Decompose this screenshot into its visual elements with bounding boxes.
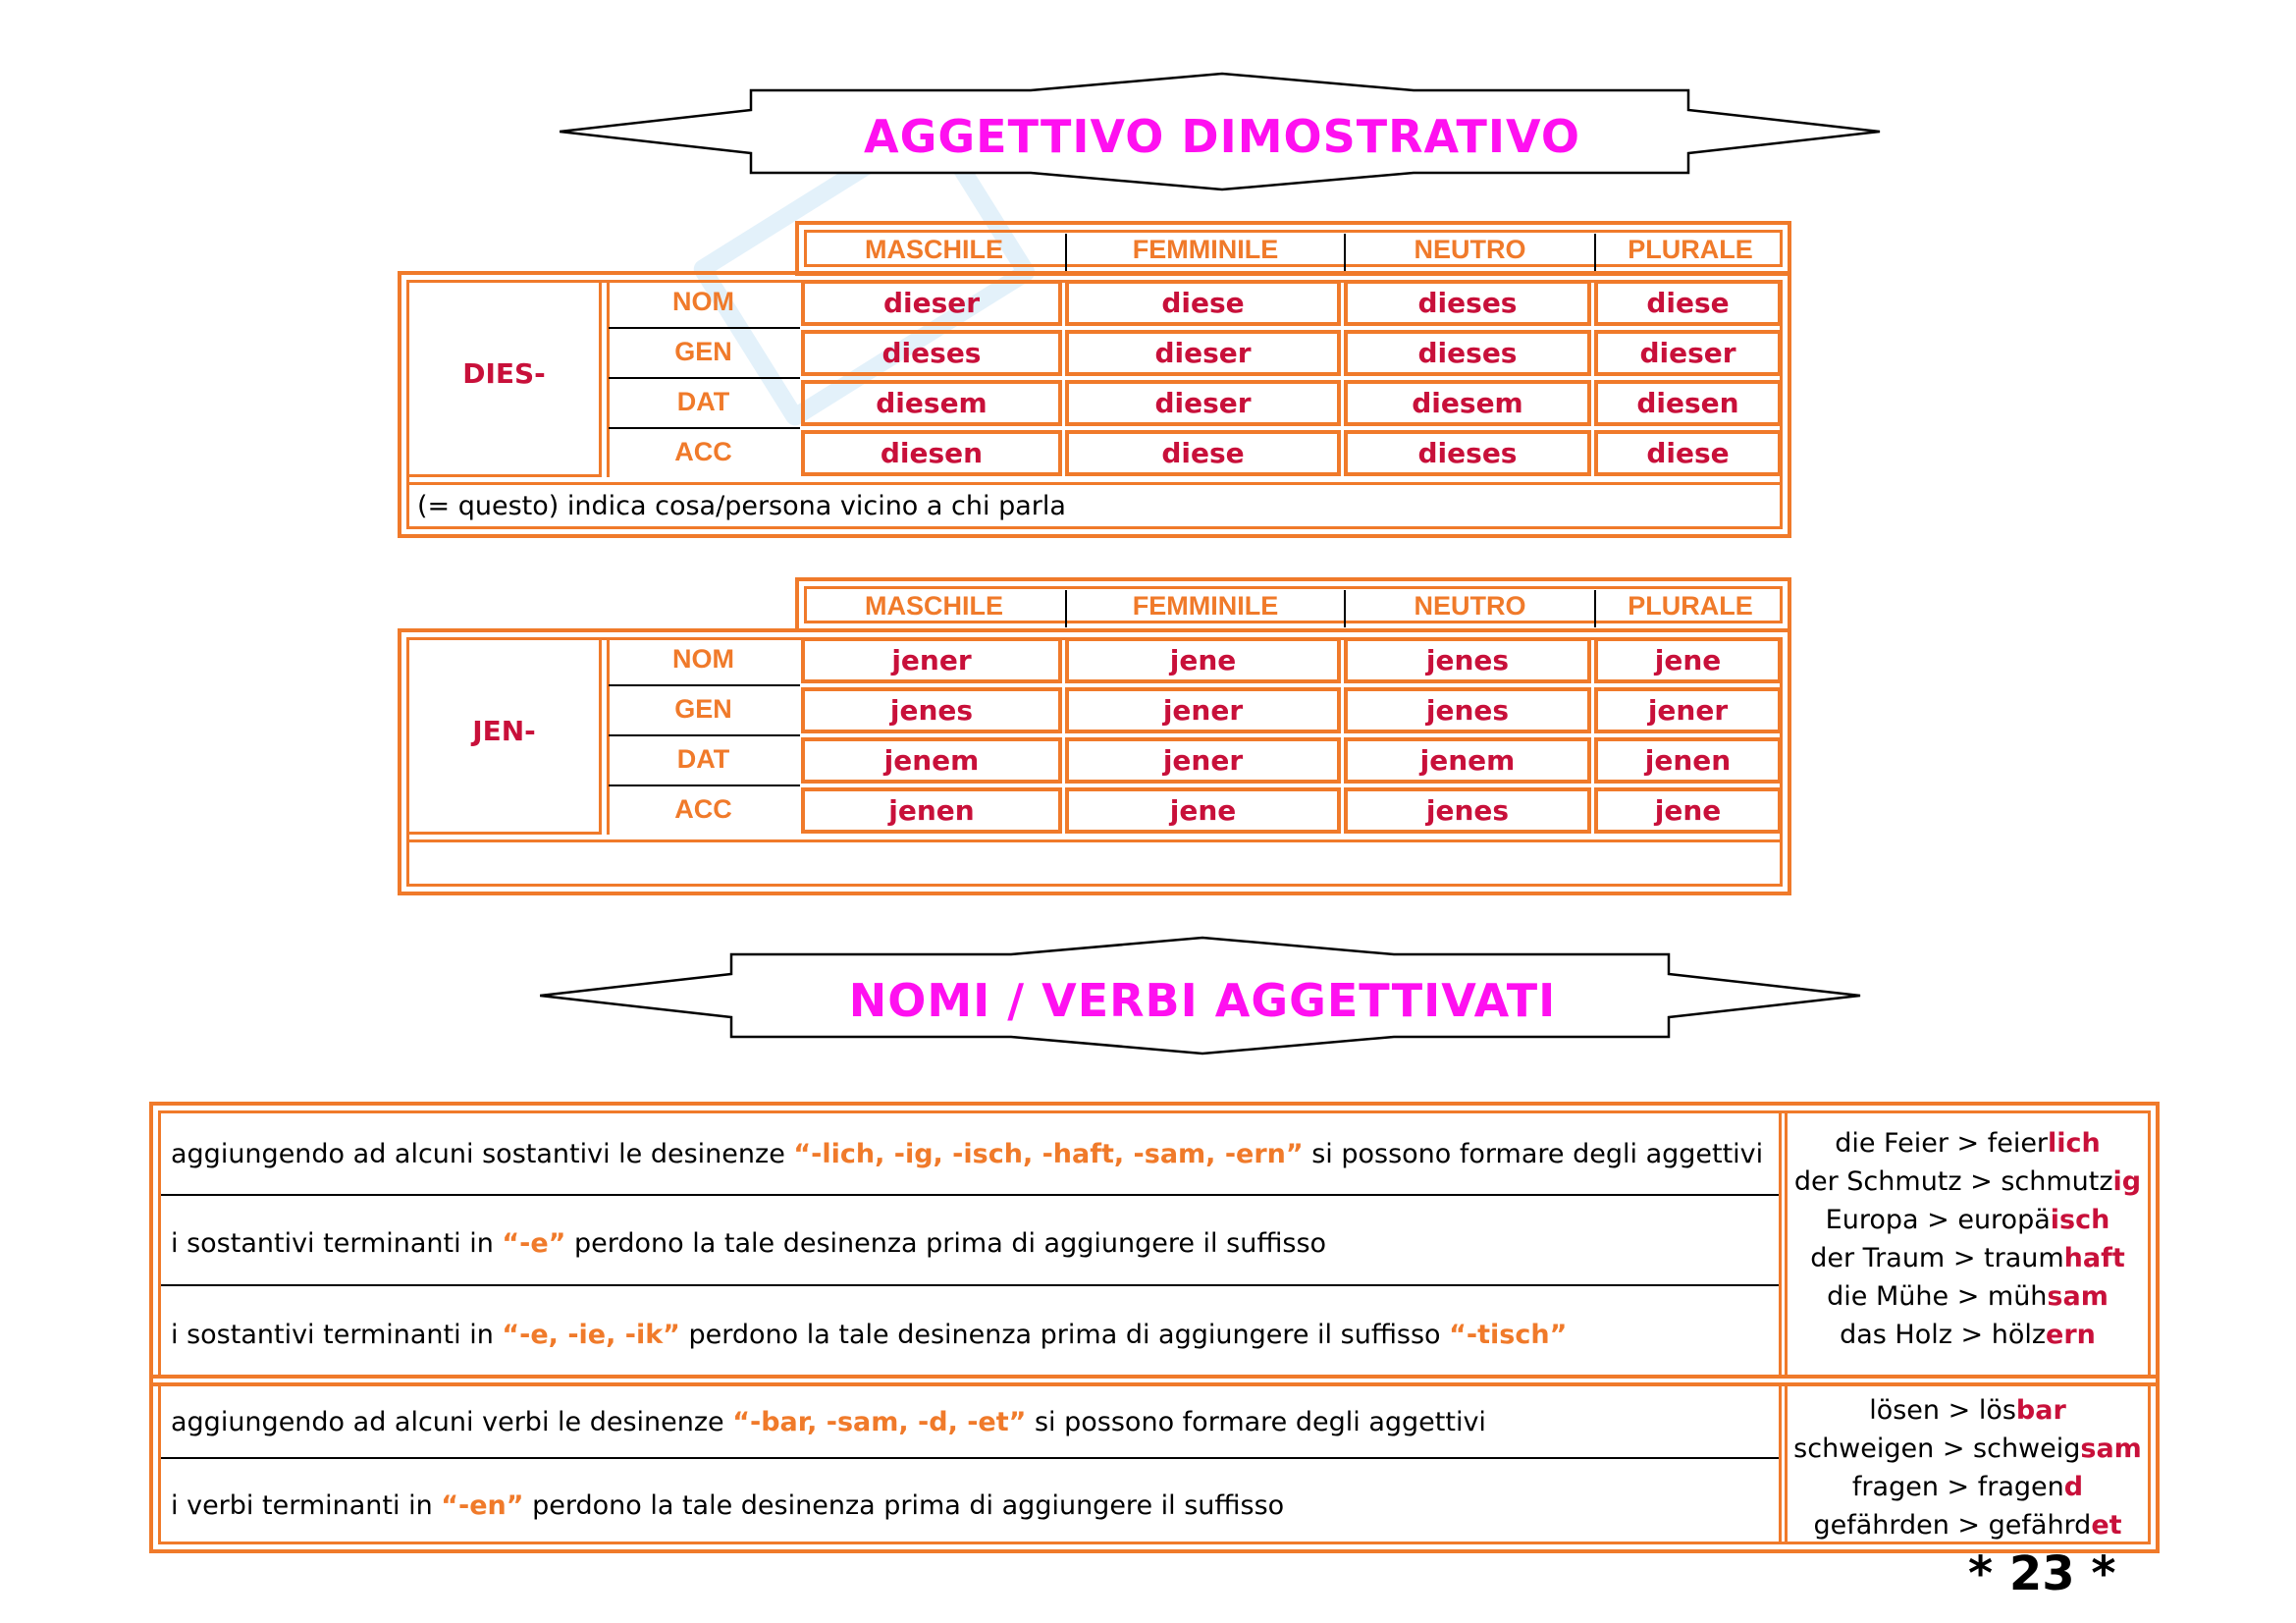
case-divider — [609, 427, 800, 429]
column-separator — [1594, 590, 1596, 627]
table2-note-row — [406, 839, 1783, 887]
cell-value: dieser — [882, 287, 981, 319]
column-separator — [1344, 590, 1346, 627]
case-label: NOM — [672, 644, 734, 674]
example-item: die Mühe > mühsam — [1827, 1281, 2109, 1312]
case-divider — [609, 327, 800, 329]
example-item: der Traum > traumhaft — [1810, 1243, 2125, 1273]
example-item: gefährden > gefährdet — [1813, 1510, 2122, 1541]
cell-value: dieses — [881, 337, 982, 369]
column-separator — [1065, 234, 1067, 271]
cell-value: dieses — [1417, 337, 1518, 369]
verbs-rule-2: i verbi terminanti in “-en” perdono la tale desinenza prima di aggiungere il suffisso — [171, 1490, 1285, 1521]
nouns-rule-1: aggiungendo ad alcuni sostantivi le desinenze “-lich, -ig, -isch, -haft, -sam, -ern” si possono formare degli aggettivi — [171, 1139, 1764, 1169]
column-header: PLURALE — [1628, 591, 1753, 621]
table-cell — [1344, 380, 1591, 426]
column-header: MASCHILE — [865, 591, 1003, 621]
cell-value: dieser — [1154, 337, 1252, 369]
cell-value: diesen — [880, 437, 984, 469]
cell-value: jenen — [888, 794, 975, 827]
cell-value: jene — [1654, 644, 1722, 676]
cell-value: jenem — [883, 744, 980, 777]
table-cell — [1344, 330, 1591, 376]
page-number: * 23 * — [1968, 1546, 2116, 1601]
table-cell — [1065, 280, 1341, 326]
example-item: der Schmutz > schmutzig — [1793, 1166, 2142, 1197]
cell-value: jenes — [1425, 644, 1510, 676]
cell-value: jene — [1169, 794, 1237, 827]
table-cell — [1065, 737, 1341, 784]
cell-value: diese — [1161, 287, 1245, 319]
verbs-divider-1 — [161, 1457, 1779, 1459]
table-cell — [1344, 687, 1591, 733]
table-cell — [801, 330, 1062, 376]
column-separator — [1065, 590, 1067, 627]
cell-value: diese — [1646, 437, 1730, 469]
case-label: ACC — [674, 437, 732, 466]
case-divider — [609, 784, 800, 786]
title-banner-middle — [540, 935, 1865, 1056]
table-cell — [1065, 430, 1341, 476]
table-cell — [1594, 380, 1782, 426]
column-header: MASCHILE — [865, 235, 1003, 264]
example-item: fragen > fragend — [1851, 1472, 2084, 1502]
case-divider — [609, 377, 800, 379]
example-item: Europa > europäisch — [1825, 1205, 2110, 1235]
cell-value: diese — [1646, 287, 1730, 319]
table-cell — [1065, 380, 1341, 426]
verbs-rule-1: aggiungendo ad alcuni verbi le desinenze “-bar, -sam, -d, -et” si possono formare degli aggettivi — [171, 1407, 1486, 1437]
cell-value: dieser — [1154, 387, 1252, 419]
column-separator — [1344, 234, 1346, 271]
case-label: GEN — [674, 337, 732, 366]
table-cell — [1065, 687, 1341, 733]
column-header: PLURALE — [1628, 235, 1753, 264]
table-cell — [801, 787, 1062, 834]
case-label: ACC — [674, 794, 732, 824]
cell-value: jener — [1162, 744, 1244, 777]
cell-value: jene — [1654, 794, 1722, 827]
table-cell — [1594, 280, 1782, 326]
cell-value: jenen — [1644, 744, 1732, 777]
cell-value: diese — [1161, 437, 1245, 469]
cell-value: jenes — [1425, 694, 1510, 727]
case-label: NOM — [672, 287, 734, 316]
nouns-rule-3: i sostantivi terminanti in “-e, -ie, -ik” perdono la tale desinenza prima di aggiungere il suffisso “-tisch” — [171, 1320, 1568, 1350]
cell-value: dieses — [1417, 287, 1518, 319]
column-header: FEMMINILE — [1132, 235, 1279, 264]
table-cell — [1594, 637, 1782, 683]
table-cell — [1065, 787, 1341, 834]
table-cell — [1594, 787, 1782, 834]
table1-note: (= questo) indica cosa/persona vicino a chi parla — [417, 491, 1066, 521]
table-cell — [801, 687, 1062, 733]
case-label: DAT — [676, 387, 730, 416]
table-cell — [801, 637, 1062, 683]
column-header: FEMMINILE — [1132, 591, 1279, 621]
table-cell — [1065, 637, 1341, 683]
table-cell — [1344, 280, 1591, 326]
table-cell — [1594, 737, 1782, 784]
nouns-divider-2 — [161, 1284, 1779, 1286]
verbs-examples — [1785, 1391, 2151, 1544]
case-divider — [609, 734, 800, 736]
cell-value: jener — [891, 644, 972, 676]
column-header: NEUTRO — [1414, 235, 1526, 264]
table-cell — [1594, 330, 1782, 376]
nouns-examples — [1785, 1124, 2151, 1354]
example-item: das Holz > hölzern — [1840, 1320, 2096, 1350]
title-banner-top — [560, 71, 1885, 192]
section-title: NOMI / VERBI AGGETTIVATI — [848, 974, 1557, 1027]
cell-value: diesen — [1636, 387, 1739, 419]
table-cell — [1344, 430, 1591, 476]
cell-value: diesem — [876, 387, 988, 419]
cell-value: diesem — [1412, 387, 1523, 419]
cell-value: jenes — [1425, 794, 1510, 827]
table-cell — [801, 280, 1062, 326]
nouns-divider-1 — [161, 1194, 1779, 1196]
table-cell — [1594, 430, 1782, 476]
case-divider — [609, 684, 800, 686]
example-item: schweigen > schweigsam — [1793, 1434, 2142, 1464]
table-cell — [801, 737, 1062, 784]
column-separator — [1594, 234, 1596, 271]
table-cell — [1065, 330, 1341, 376]
table-cell — [1344, 637, 1591, 683]
example-item: die Feier > feierlich — [1835, 1128, 2101, 1159]
page-title: AGGETTIVO DIMOSTRATIVO — [864, 110, 1580, 163]
cell-value: jene — [1169, 644, 1237, 676]
example-item: lösen > lösbar — [1869, 1395, 2066, 1426]
table2-stem: JEN- — [472, 715, 536, 747]
cell-value: jenem — [1419, 744, 1516, 777]
table1-stem: DIES- — [462, 357, 546, 390]
cell-value: dieses — [1417, 437, 1518, 469]
table-cell — [1594, 687, 1782, 733]
table-cell — [1344, 787, 1591, 834]
table-cell — [801, 380, 1062, 426]
cell-value: jener — [1647, 694, 1729, 727]
case-label: GEN — [674, 694, 732, 724]
table-cell — [801, 430, 1062, 476]
cell-value: dieser — [1639, 337, 1736, 369]
cell-value: jener — [1162, 694, 1244, 727]
table-cell — [1344, 737, 1591, 784]
nouns-rule-2: i sostantivi terminanti in “-e” perdono la tale desinenza prima di aggiungere il suffisso — [171, 1228, 1327, 1259]
cell-value: jenes — [889, 694, 974, 727]
case-label: DAT — [676, 744, 730, 774]
column-header: NEUTRO — [1414, 591, 1526, 621]
